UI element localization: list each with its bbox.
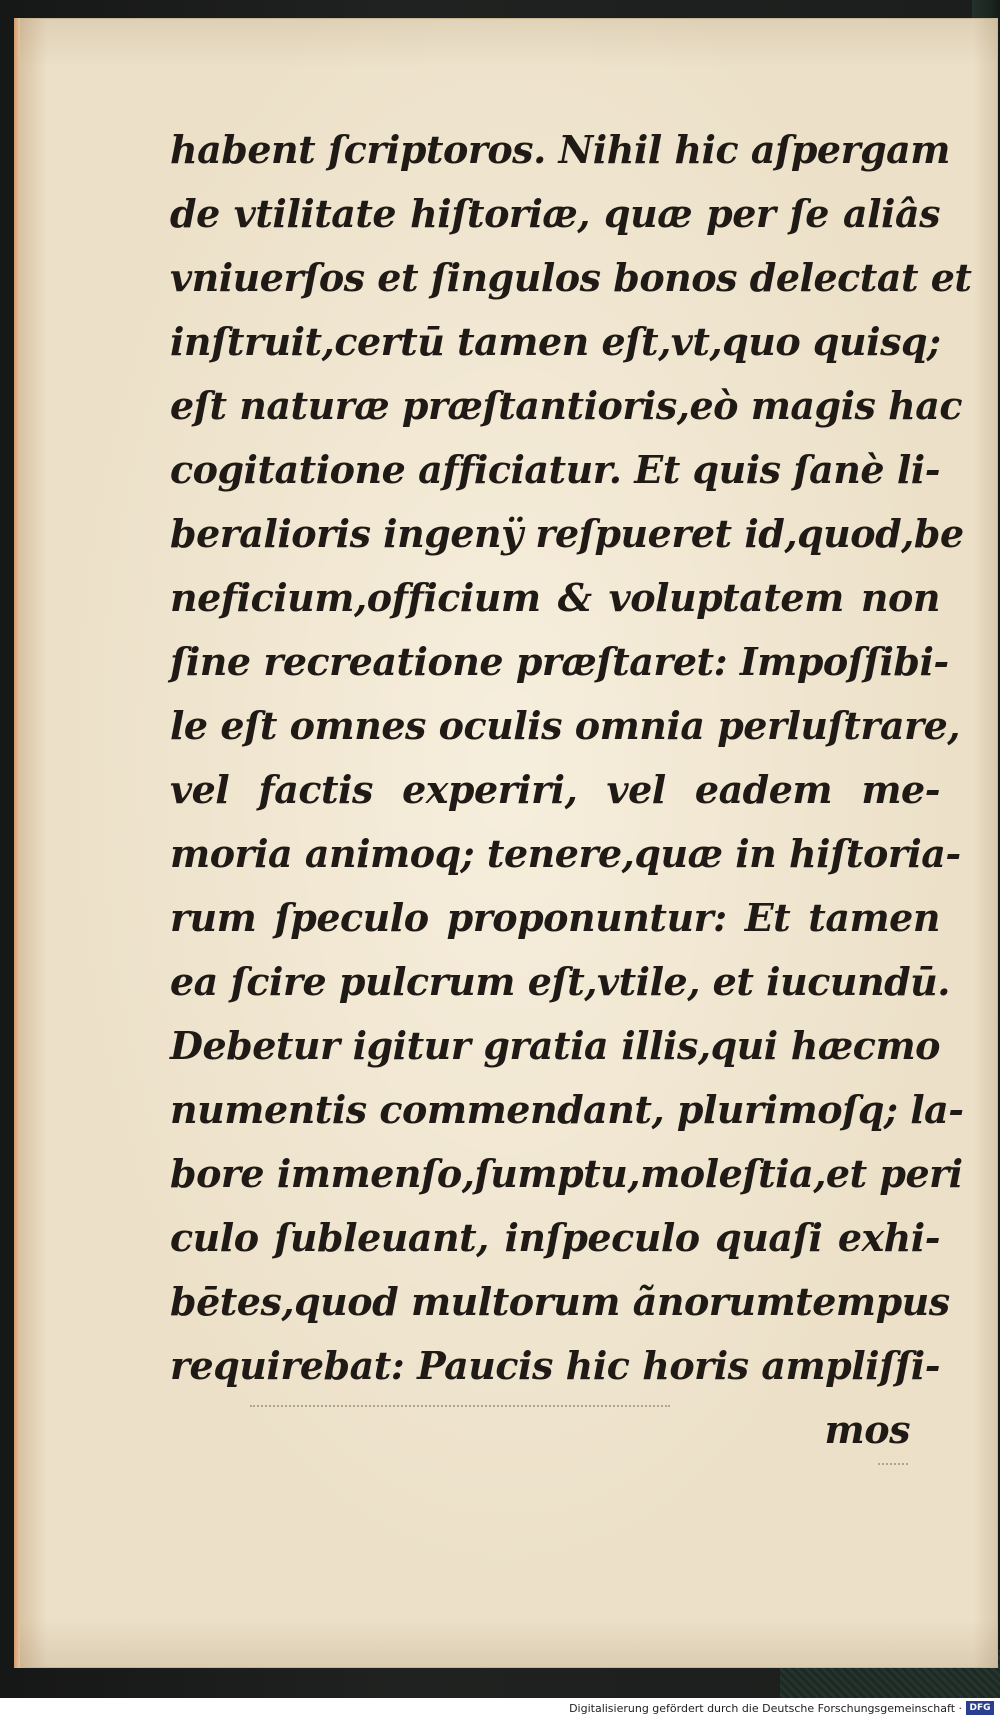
text-line-17: bore immenſo,ſumptu,moleſtia,et peri: [170, 1151, 963, 1196]
text-line-18: culo ſubleuant, inſpeculo quaſi exhi-: [170, 1215, 940, 1260]
catchword-rule: [878, 1463, 908, 1467]
page-edge: [14, 18, 20, 1668]
dfg-logo: DFG: [966, 1701, 994, 1715]
text-line-14: ea ſcire pulcrum eſt,vtile, et iucundū.: [170, 959, 951, 1004]
text-line-9: ſine recreatione præſtaret: Impoſſibi-: [170, 639, 949, 684]
text-line-3: vniuerſos et ſingulos bonos delectat et: [170, 255, 972, 300]
digitization-credit: Digitalisierung gefördert durch die Deutsche Forschungsgemeinschaft ·: [569, 1702, 962, 1715]
text-line-12: moria animoq; tenere,quæ in hiſtoria-: [170, 831, 961, 876]
text-line-15: Debetur igitur gratia illis,qui hæcmo: [170, 1023, 940, 1068]
text-line-13: rum ſpeculo proponuntur: Et tamen: [170, 895, 940, 940]
text-line-5: eſt naturæ præſtantioris,eò magis hac: [170, 383, 963, 428]
text-line-1: habent ſcriptoros. Nihil hic aſpergam: [170, 127, 951, 172]
text-line-2: de vtilitate hiſtoriæ, quæ per ſe aliâs: [170, 191, 940, 236]
text-line-11: vel factis experiri, vel eadem me-: [170, 767, 940, 812]
text-line-20: requirebat: Paucis hic horis ampliſſi-: [170, 1343, 940, 1388]
faint-rule: [250, 1405, 670, 1409]
text-line-8: neficium,officium & voluptatem non: [170, 575, 940, 620]
page-text: [170, 118, 972, 1458]
text-line-4: inſtruit,certū tamen eſt,vt,quo quisq;: [170, 319, 941, 364]
text-line-19: bētes,quod multorum ãnorumtempus: [170, 1279, 950, 1324]
text-line-7: beralioris ingenÿ reſpueret id,quod,be: [170, 511, 964, 556]
catchword: mos: [824, 1407, 910, 1452]
text-line-6: cogitatione afficiatur. Et quis ſanè li-: [170, 447, 940, 492]
text-line-10: le eſt omnes oculis omnia perluſtrare,: [170, 703, 961, 748]
text-line-16: numentis commendant, plurimoſq; la-: [170, 1087, 964, 1132]
